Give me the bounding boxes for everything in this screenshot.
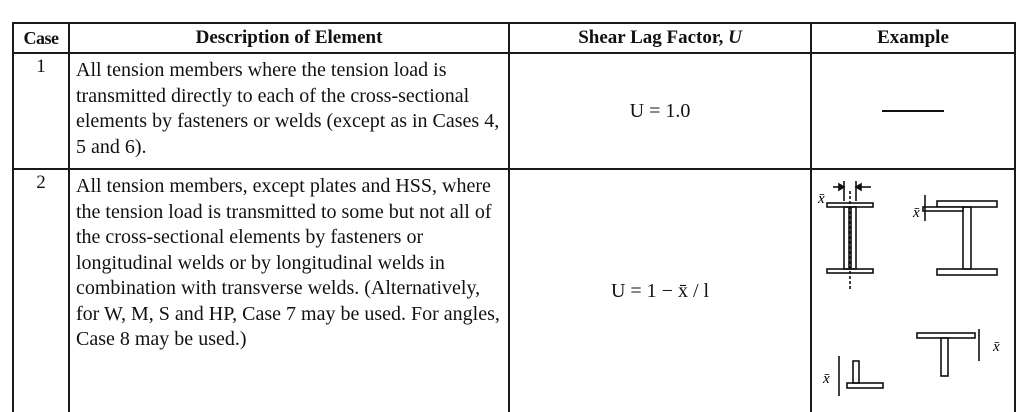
shear-lag-table — [12, 22, 1014, 412]
svg-text:x̄: x̄ — [818, 191, 825, 207]
header-factor: Shear Lag Factor, U — [509, 23, 811, 53]
table-row — [13, 169, 1015, 412]
case-number: 1 — [13, 53, 69, 169]
element-description: All tension members where the tension load is transmitted directly to each of the cross-sectional elements by fasteners or welds (except as in Cases 4, 5 and 6). — [69, 53, 509, 169]
example-dash — [811, 53, 1015, 169]
case-number: 2 — [13, 169, 69, 412]
shear-lag-factor: U = 1 − x̄ / l — [509, 169, 811, 412]
svg-text:x̄: x̄ — [993, 339, 1000, 355]
header-description: Description of Element — [69, 23, 509, 53]
example-sketches — [811, 169, 1015, 412]
svg-text:x̄: x̄ — [823, 371, 830, 387]
header-row — [13, 23, 1015, 53]
cross-section-sketches — [813, 171, 1015, 403]
shear-lag-factor: U = 1.0 — [509, 53, 811, 169]
svg-text:x̄: x̄ — [913, 205, 920, 221]
element-description: All tension members, except plates and HSS, where the tension load is transmitted to some but not all of the cross-sectional elements by fasteners or longitudinal welds or by longitudinal welds in combination with transverse welds. (Alternatively, for W, M, S and HP, Case 7 may be used. For angles, Case 8 may be used.) — [69, 169, 509, 412]
table-row — [13, 53, 1015, 169]
header-case: Case — [13, 23, 69, 53]
header-example: Example — [811, 23, 1015, 53]
